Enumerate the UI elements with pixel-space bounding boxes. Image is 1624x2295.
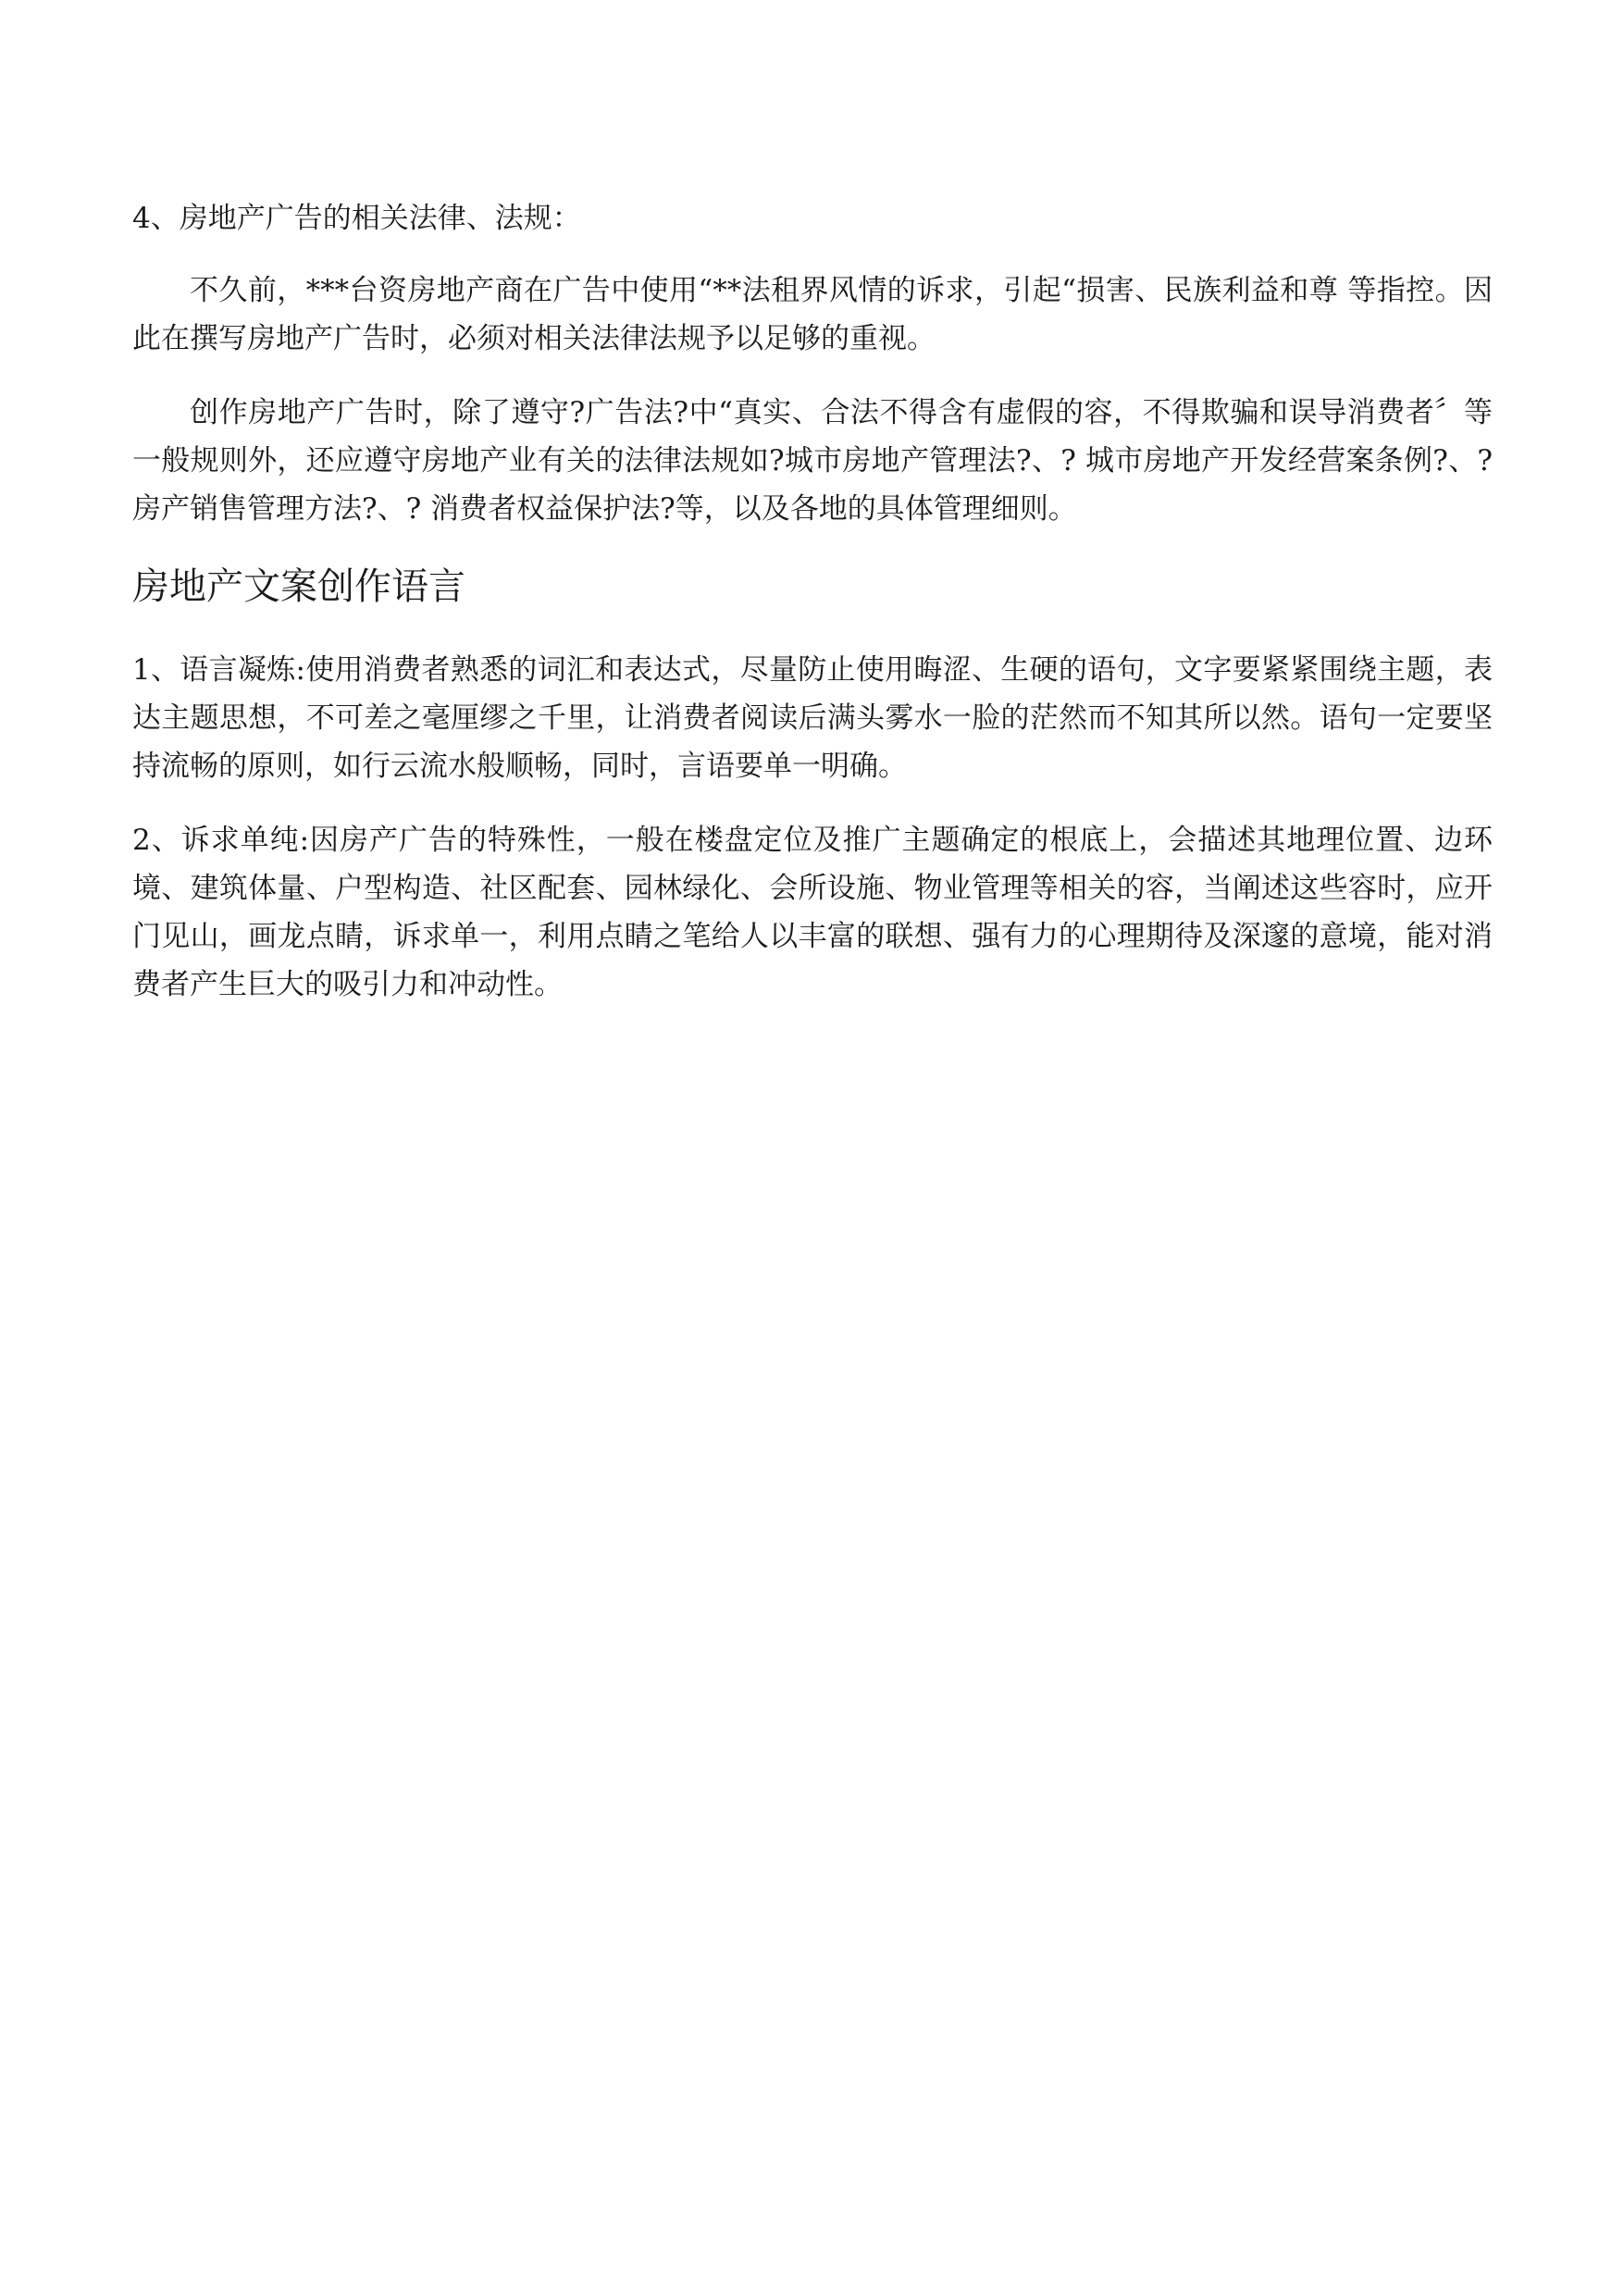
document-body [132,194,1493,1035]
law-paragraph-2: 创作房地产广告时，除了遵守?广告法?中“真实、合法不得含有虚假的容，不得欺骗和误导消费者〞等一般规则外，还应遵守房地产业有关的法律法规如?城市房地产管理法?、? 城市房地产开发经营案条例?、? 房产销售管理方法?、? 消费者权益保护法?等，以及各地的具体管理细则。 [132,396,1493,526]
law-paragraph-1: 不久前，***台资房地产商在广告中使用“**法租界风情的诉求，引起“损害、民族利益和尊 等指控。因此在撰写房地产广告时，必须对相关法律法规予以足够的重视。 [132,274,1493,355]
law-heading: 4、房地产广告的相关法律、法规： [132,202,581,235]
section-title: 房地产文案创作语言 [132,565,465,608]
language-item-2: 2、诉求单纯:因房产广告的特殊性，一般在楼盘定位及推广主题确定的根底上，会描述其地理位置、边环境、建筑体量、户型构造、社区配套、园林绿化、会所设施、物业管理等相关的容，当阐述这些容时，应开门见山，画龙点睛，诉求单一，利用点睛之笔给人以丰富的联想、强有力的心理期待及深邃的意境，能对消费者产生巨大的吸引力和冲动性。 [132,824,1493,1001]
language-item-1: 1、语言凝炼:使用消费者熟悉的词汇和表达式，尽量防止使用晦涩、生硬的语句，文字要紧紧围绕主题，表达主题思想，不可差之毫厘缪之千里，让消费者阅读后满头雾水一脸的茫然而不知其所以然。语句一定要坚持流畅的原则，如行云流水般顺畅，同时，言语要单一明确。 [132,653,1493,783]
